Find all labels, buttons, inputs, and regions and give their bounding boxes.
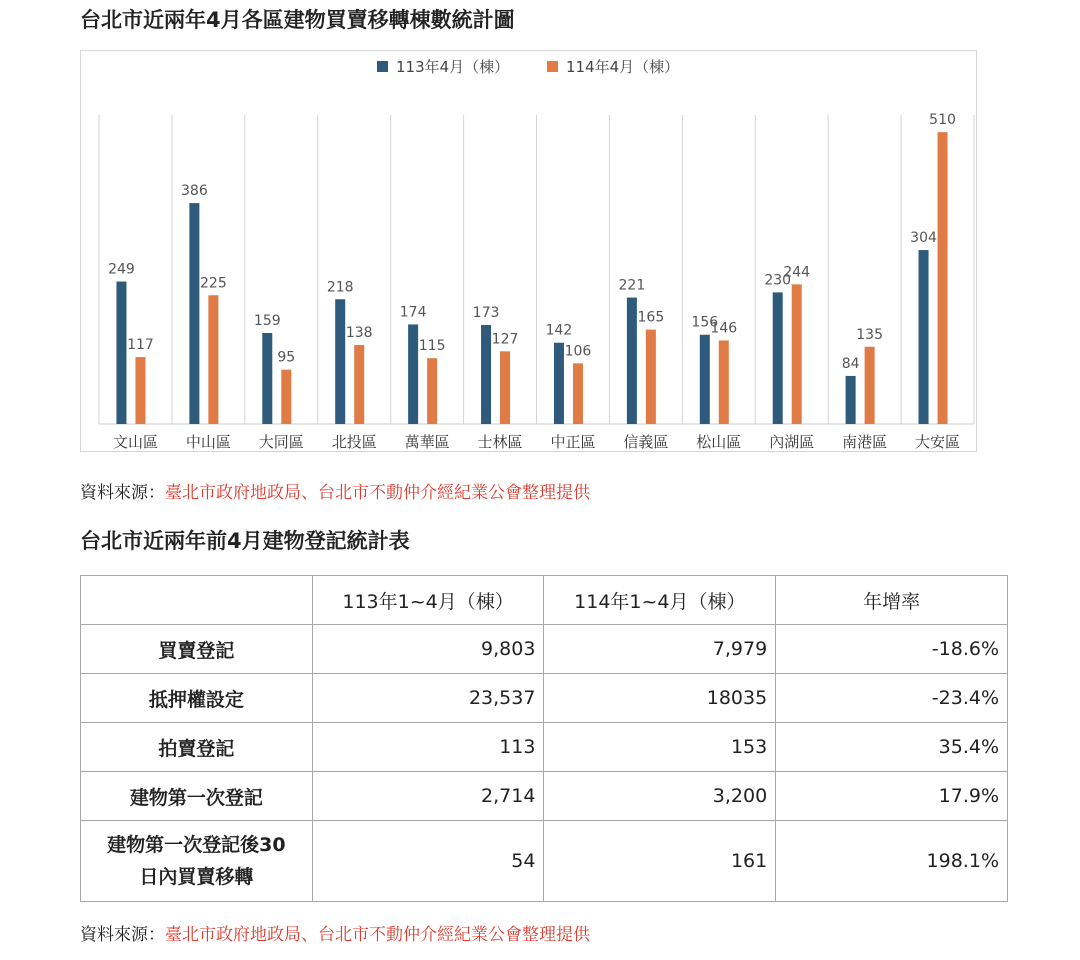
bar <box>646 330 656 424</box>
data-label: 142 <box>545 322 573 339</box>
bar <box>573 363 583 424</box>
data-label: 165 <box>637 309 665 326</box>
data-label: 221 <box>618 277 646 294</box>
data-label: 117 <box>127 337 154 354</box>
cell-growth: 198.1% <box>776 821 1008 902</box>
data-label: 225 <box>200 275 227 292</box>
bar <box>408 324 418 424</box>
data-label: 115 <box>418 338 446 355</box>
x-tick-label: 文山區 <box>112 433 158 451</box>
cell-113: 113 <box>312 723 544 772</box>
table-row <box>81 772 1008 821</box>
bar <box>773 292 783 424</box>
bar <box>792 284 802 424</box>
data-label: 230 <box>764 272 792 289</box>
cell-113: 54 <box>312 821 544 902</box>
source-text: 臺北市政府地政局、台北市不動仲介經紀業公會整理提供 <box>165 925 590 945</box>
data-label: 244 <box>783 264 811 281</box>
bar <box>481 325 491 424</box>
bar <box>116 282 126 424</box>
bar <box>500 351 510 424</box>
cell-growth: 35.4% <box>776 723 1008 772</box>
bar <box>335 299 345 424</box>
x-tick-label: 南港區 <box>842 433 888 451</box>
cell-growth: -23.4% <box>776 674 1008 723</box>
data-label: 146 <box>710 320 738 337</box>
x-tick-label: 北投區 <box>331 433 377 451</box>
table-title: 台北市近兩年前4月建物登記統計表 <box>80 529 410 553</box>
data-label: 386 <box>181 183 208 200</box>
chart-frame <box>80 50 977 452</box>
bar <box>919 250 929 424</box>
data-label: 127 <box>491 331 519 348</box>
legend-swatch <box>547 61 558 72</box>
cell-113: 9,803 <box>312 625 544 674</box>
x-tick-label: 信義區 <box>623 433 669 451</box>
table-row <box>81 723 1008 772</box>
table-row <box>81 674 1008 723</box>
cell-growth: 17.9% <box>776 772 1008 821</box>
bar <box>135 357 145 424</box>
legend-label: 114年4月（棟） <box>566 58 680 76</box>
row-label: 拍賣登記 <box>81 723 313 772</box>
data-label: 95 <box>277 349 296 366</box>
legend-swatch <box>377 61 388 72</box>
bar-chart <box>81 51 978 453</box>
bar <box>554 343 564 424</box>
row-label: 買賣登記 <box>81 625 313 674</box>
x-tick-label: 內湖區 <box>769 433 815 451</box>
data-label: 159 <box>253 313 281 330</box>
table-header-row <box>81 576 1008 625</box>
header-cell-113: 113年1~4月（棟） <box>312 576 544 625</box>
bar <box>262 333 272 424</box>
x-tick-label: 中正區 <box>550 433 596 451</box>
bar <box>719 340 729 424</box>
x-tick-label: 中山區 <box>185 433 231 451</box>
bar <box>846 376 856 424</box>
row-label <box>81 821 313 902</box>
cell-114: 153 <box>544 723 776 772</box>
bar <box>865 347 875 424</box>
legend-label: 113年4月（棟） <box>396 58 510 76</box>
table-row <box>81 625 1008 674</box>
x-tick-label: 松山區 <box>696 433 742 451</box>
bar <box>354 345 364 424</box>
data-label: 173 <box>472 305 500 322</box>
data-label: 135 <box>856 326 883 343</box>
table-source-note <box>80 920 590 945</box>
cell-113: 2,714 <box>312 772 544 821</box>
row-label: 建物第一次登記 <box>81 772 313 821</box>
bar <box>189 203 199 424</box>
stats-table <box>80 575 1008 902</box>
cell-114: 7,979 <box>544 625 776 674</box>
bar <box>700 335 710 424</box>
data-label: 174 <box>399 304 427 321</box>
cell-114: 161 <box>544 821 776 902</box>
data-label: 249 <box>108 261 135 278</box>
x-tick-label: 大安區 <box>915 433 961 451</box>
bar <box>281 370 291 424</box>
source-text: 臺北市政府地政局、台北市不動仲介經紀業公會整理提供 <box>165 483 590 503</box>
row-label: 抵押權設定 <box>81 674 313 723</box>
chart-title: 台北市近兩年4月各區建物買賣移轉棟數統計圖 <box>80 8 515 32</box>
table-row <box>81 821 1008 902</box>
header-cell-growth: 年增率 <box>776 576 1008 625</box>
cell-114: 18035 <box>544 674 776 723</box>
data-label: 84 <box>841 355 860 372</box>
source-label: 資料來源： <box>80 483 165 503</box>
header-cell-empty <box>81 576 313 625</box>
data-label: 156 <box>691 314 719 331</box>
data-label: 304 <box>910 230 937 247</box>
bar <box>627 298 637 424</box>
row-label-line2: 日內買賣移轉 <box>139 866 254 888</box>
data-label: 218 <box>326 279 354 296</box>
data-label: 138 <box>345 325 373 342</box>
bar <box>427 358 437 424</box>
data-label: 106 <box>564 343 592 360</box>
bar <box>208 295 218 424</box>
bar <box>938 132 948 424</box>
header-cell-114: 114年1~4月（棟） <box>544 576 776 625</box>
source-label: 資料來源： <box>80 925 165 945</box>
cell-113: 23,537 <box>312 674 544 723</box>
chart-source-note <box>80 478 590 503</box>
x-tick-label: 大同區 <box>258 433 304 451</box>
x-tick-label: 士林區 <box>477 433 523 451</box>
row-label-line1: 建物第一次登記後30 <box>107 834 286 856</box>
data-label: 510 <box>929 112 956 129</box>
x-tick-label: 萬華區 <box>404 433 450 451</box>
cell-114: 3,200 <box>544 772 776 821</box>
cell-growth: -18.6% <box>776 625 1008 674</box>
